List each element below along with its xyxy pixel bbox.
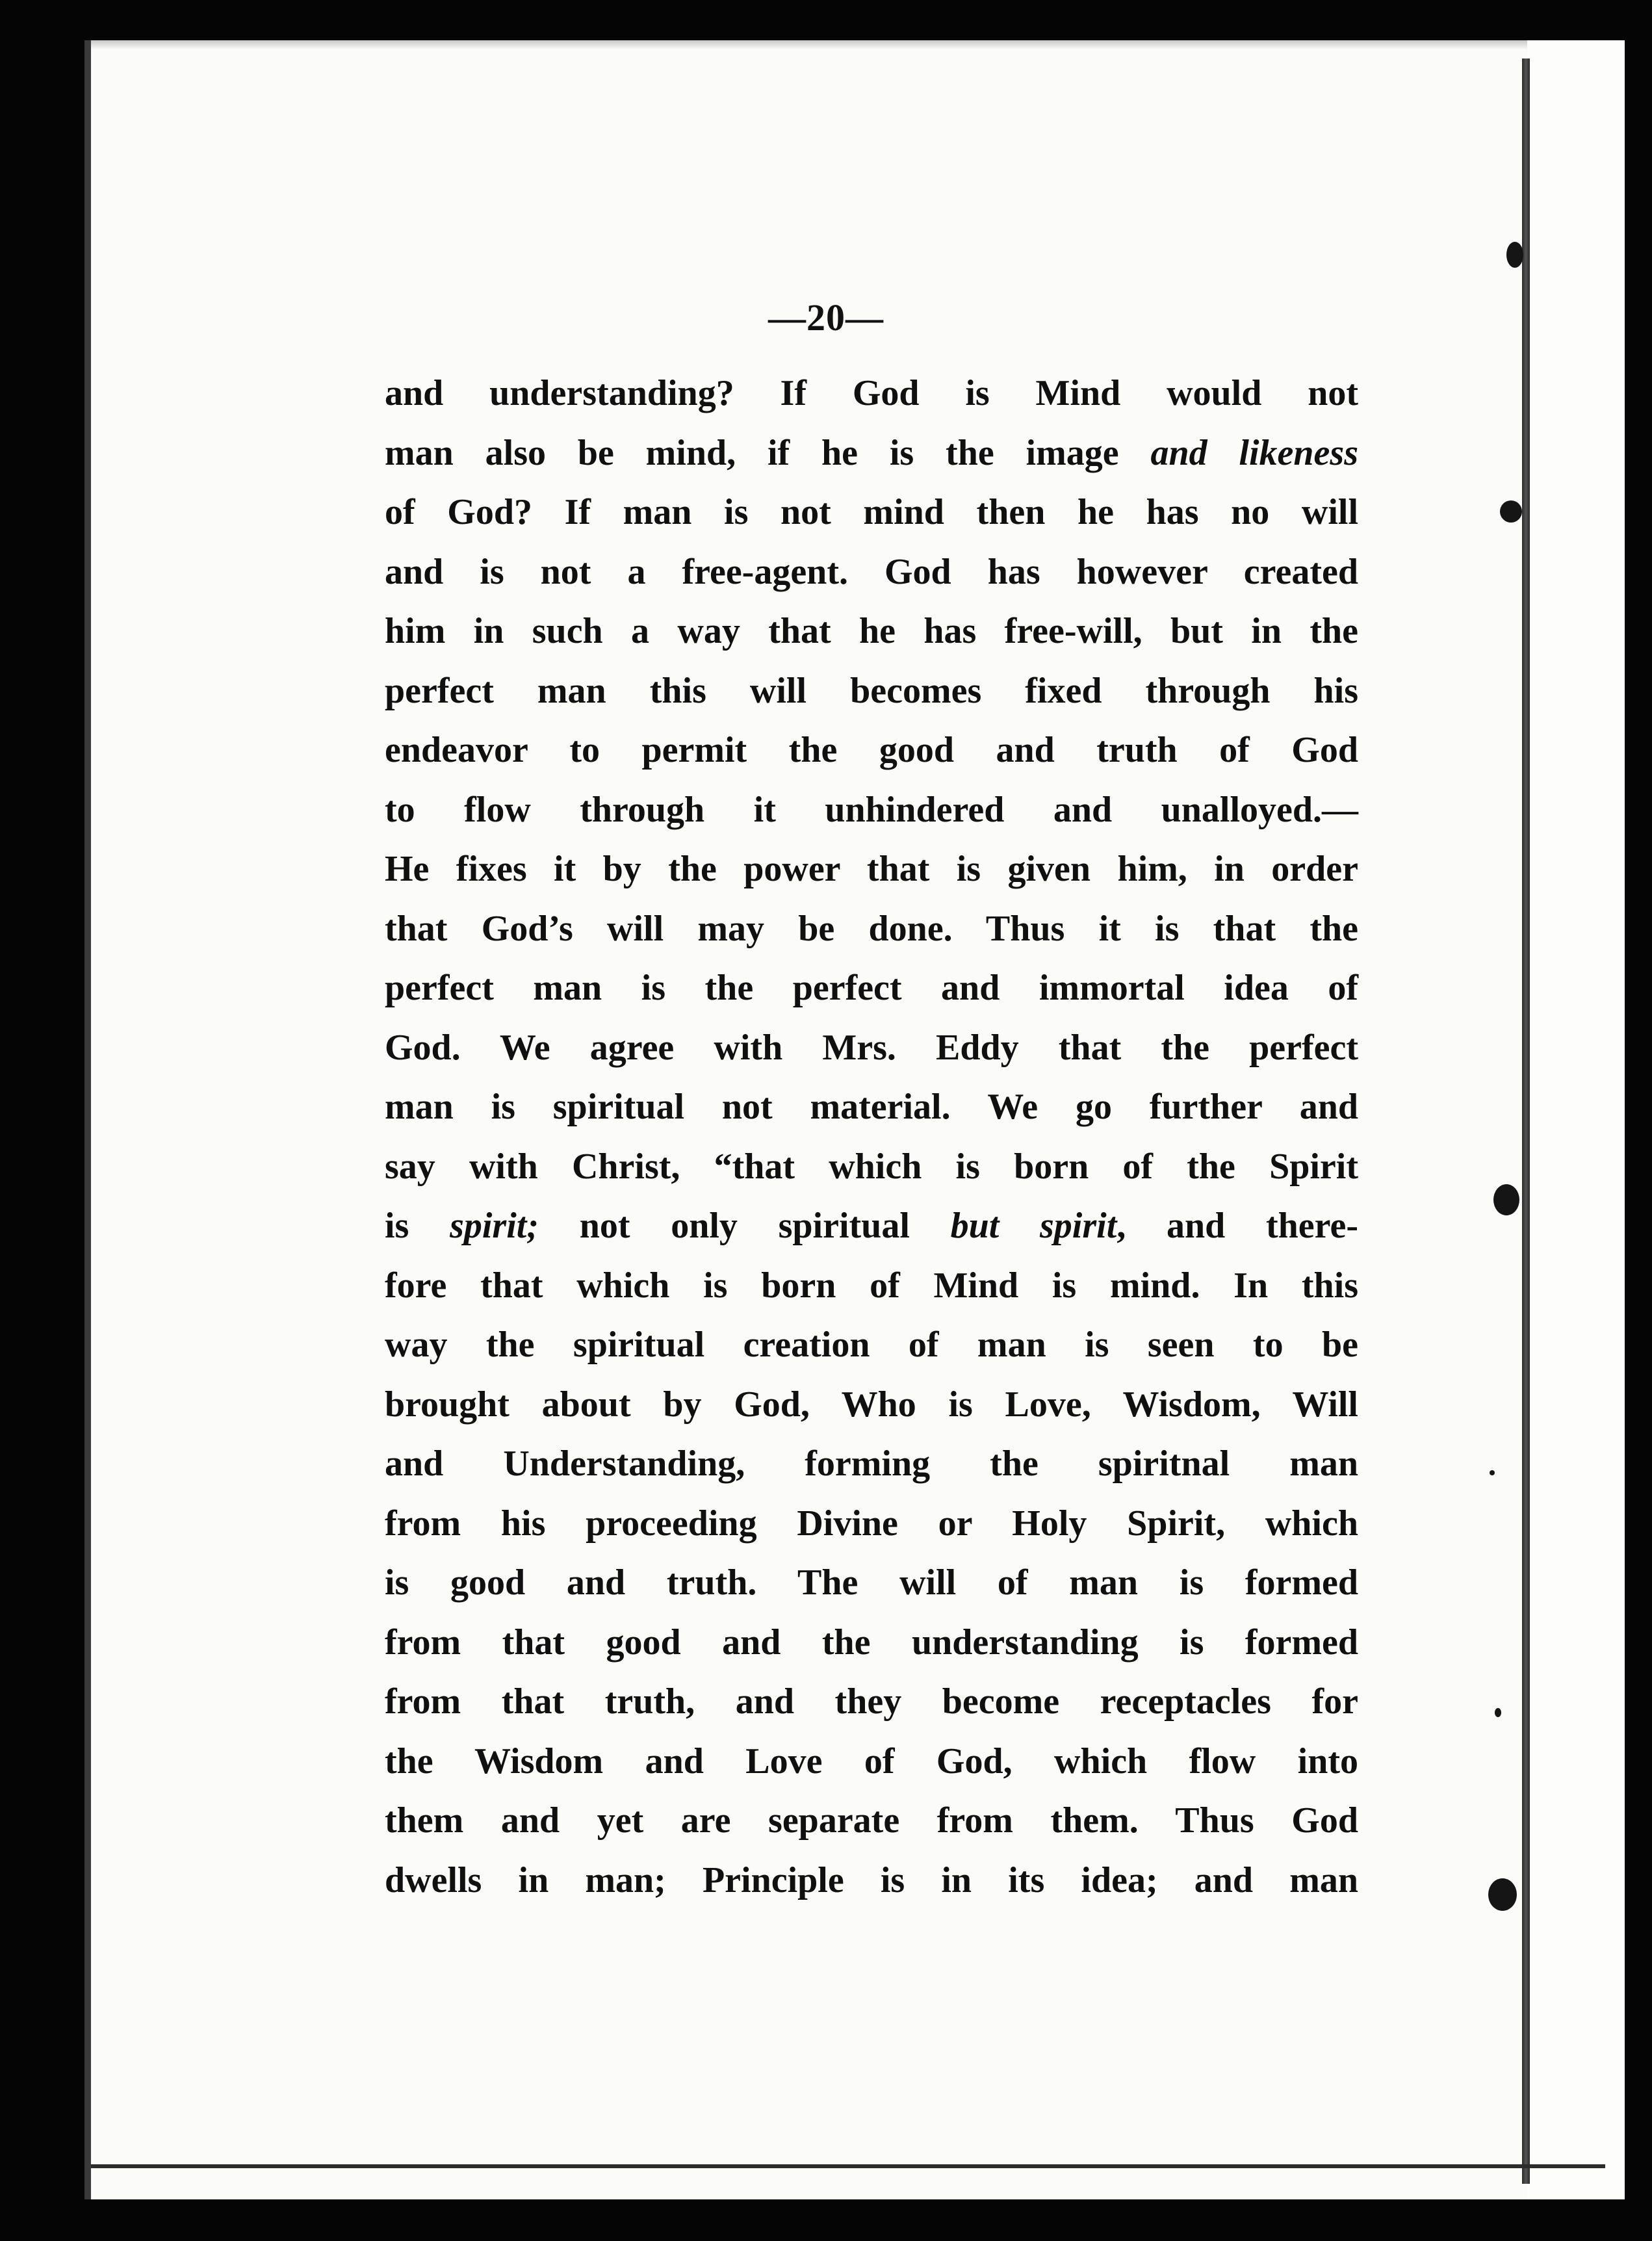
text-line: perfect man is the perfect and immortal idea of (385, 968, 1358, 1008)
text-line: them and yet are separate from them. Thus God (385, 1800, 1358, 1841)
text-line: dwells in man; Principle is in its idea; and man (385, 1859, 1358, 1900)
text-line: is good and truth. The will of man is formed (385, 1562, 1358, 1603)
print-mark (1493, 1184, 1519, 1215)
text-line: him in such a way that he has free-will, but in the (385, 611, 1358, 651)
text-line: of God? If man is not mind then he has no will (385, 492, 1358, 532)
text-line: and is not a free-agent. God has however created (385, 551, 1358, 592)
text-line: He fixes it by the power that is given him, in order (385, 849, 1358, 889)
text-line: to flow through it unhindered and unalloyed.— (385, 789, 1358, 830)
print-mark (1506, 242, 1523, 268)
text-line: way the spiritual creation of man is seen to be (385, 1325, 1358, 1365)
print-mark (1488, 1878, 1517, 1911)
text-line: man also be mind, if he is the image and likeness (385, 432, 1358, 473)
text-line: perfect man this will becomes fixed through his (385, 670, 1358, 711)
print-mark (1500, 500, 1522, 523)
body-text (385, 364, 1358, 1910)
print-mark (1495, 1708, 1501, 1717)
page-number: —20— (768, 296, 884, 339)
text-line: fore that which is born of Mind is mind. In this (385, 1265, 1358, 1306)
text-line: and understanding? If God is Mind would not (385, 373, 1358, 413)
page-bottom-edge (91, 2164, 1605, 2168)
text-line: and Understanding, forming the spiritnal man (385, 1444, 1358, 1484)
text-line: the Wisdom and Love of God, which flow into (385, 1741, 1358, 1781)
text-line: that God’s will may be done. Thus it is that the (385, 908, 1358, 949)
text-line: God. We agree with Mrs. Eddy that the perfect (385, 1027, 1358, 1068)
facing-page-edge (1527, 40, 1625, 2199)
print-mark (1490, 1470, 1495, 1475)
text-line: brought about by God, Who is Love, Wisdom, Will (385, 1384, 1358, 1425)
binding-gutter (1522, 58, 1530, 2184)
text-line: say with Christ, “that which is born of the Spirit (385, 1146, 1358, 1187)
text-line: from that good and the understanding is formed (385, 1622, 1358, 1663)
text-line: man is spiritual not material. We go further and (385, 1087, 1358, 1127)
text-line: from that truth, and they become receptacles for (385, 1681, 1358, 1722)
text-line: from his proceeding Divine or Holy Spirit, which (385, 1503, 1358, 1544)
emphasis-text: spirit; (450, 1206, 539, 1246)
emphasis-text: but spirit (950, 1206, 1117, 1246)
text-line: is spirit; not only spiritual but spirit, and there- (385, 1206, 1358, 1246)
text-line: endeavor to permit the good and truth of God (385, 730, 1358, 770)
page-top-shadow (91, 40, 1527, 49)
emphasis-text: and likeness (1150, 432, 1358, 473)
